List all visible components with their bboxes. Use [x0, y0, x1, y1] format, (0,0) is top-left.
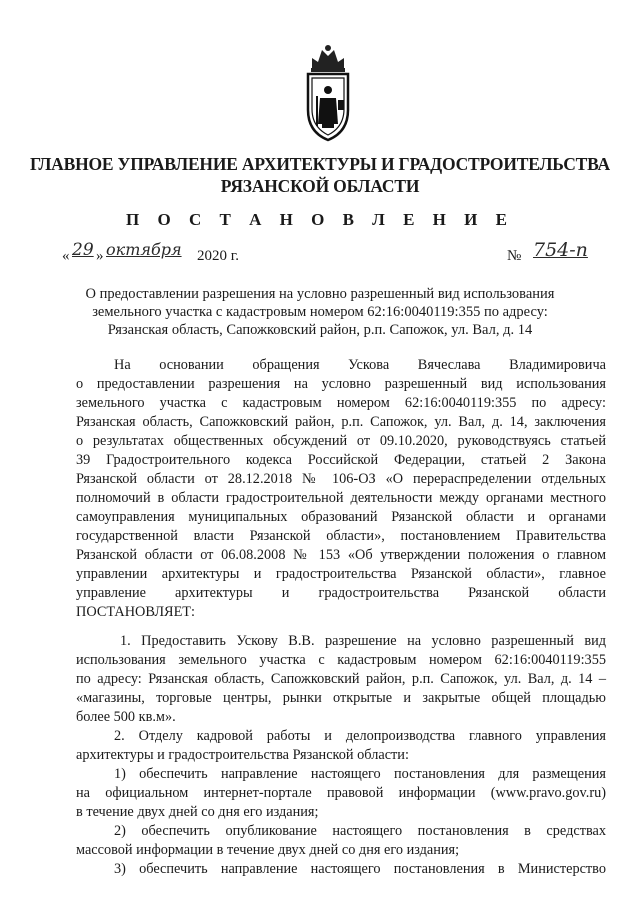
body-line: На основании обращения Ускова Вячеслава Владимировича: [114, 357, 606, 373]
body-line: о результатах общественных обсуждений от 09.10.2020, руководствуясь статьей: [76, 433, 606, 449]
body-line: массовой информации в течение двух дней со дня его издания;: [76, 842, 460, 858]
body-line: 2) обеспечить опубликование настоящего постановления в средствах: [114, 823, 606, 839]
body-line: полномочий в области градостроительной деятельности между органами местного: [76, 490, 606, 506]
subject-line: О предоставлении разрешения на условно разрешенный вид использования: [85, 286, 555, 302]
body-line: самоуправления муниципальных образований Рязанской области и органами: [76, 509, 606, 525]
body-line: Рязанская область, Сапожковский район, р.п. Сапожок, ул. Вал, д. 14, заключения: [76, 414, 606, 430]
body-line: 1. Предоставить Ускову В.В. разрешение на условно разрешенный вид: [120, 633, 606, 649]
body-line: земельного участка с кадастровым номером 62:16:0040119:355 по адресу:: [76, 395, 606, 411]
body-line: государственной власти Рязанской области», постановлением Правительства: [76, 528, 606, 544]
date-open-quote: «: [62, 248, 70, 264]
subject-line: земельного участка с кадастровым номером 62:16:0040119:355 по адресу:: [92, 304, 548, 320]
body-line: о предоставлении разрешения на условно разрешенный вид использования: [76, 376, 606, 392]
coat-of-arms-icon: [296, 40, 360, 144]
body-line: в течение двух дней со дня его издания;: [76, 804, 319, 820]
document-subject: [60, 285, 580, 339]
body-line: архитектуры и градостроительства Рязанской области:: [76, 747, 409, 763]
date-month: октября: [106, 240, 182, 259]
org-title-line1: ГЛАВНОЕ УПРАВЛЕНИЕ АРХИТЕКТУРЫ И ГРАДОСТРОИТЕЛЬСТВА: [30, 154, 610, 174]
body-line: более 500 кв.м».: [76, 709, 176, 725]
body-line: 39 Градостроительного кодекса Российской Федерации, статьей 2 Закона: [76, 452, 606, 468]
number-value: 754-п: [533, 239, 588, 261]
body-line: использования земельного участка с кадастровым номером 62:16:0040119:355: [76, 652, 606, 668]
body-line: «магазины, торговые центры, рынки открытые и закрытые общей площадью: [76, 690, 606, 706]
date-day: 29: [72, 240, 94, 260]
body-line: Рязанской области от 06.08.2008 № 153 «Об утверждении положения о главном: [76, 547, 606, 563]
date-year: 2020 г.: [197, 248, 239, 264]
body-line: 1) обеспечить направление настоящего постановления для размещения: [114, 766, 606, 782]
body-line: управление архитектуры и градостроительства Рязанской области: [76, 585, 606, 601]
body-line: на официальном интернет-портале правовой информации (www.pravo.gov.ru): [76, 785, 606, 801]
body-line: 3) обеспечить направление настоящего постановления в Министерство: [114, 861, 606, 877]
body-line: Рязанской области от 28.12.2018 № 106-ОЗ «О перераспределении отдельных: [76, 471, 606, 487]
number-label: №: [507, 248, 522, 264]
date-close-quote: »: [96, 248, 104, 264]
subject-line: Рязанская область, Сапожковский район, р.п. Сапожок, ул. Вал, д. 14: [107, 322, 533, 338]
body-line: по адресу: Рязанская область, Сапожковский район, р.п. Сапожок, ул. Вал, д. 14 –: [76, 671, 606, 687]
body-line: управлении архитектуры и градостроительства Рязанской области», главное: [76, 566, 606, 582]
body-line: 2. Отделу кадровой работы и делопроизводства главного управления: [114, 728, 606, 744]
document-type-heading: П О С Т А Н О В Л Е Н И Е: [126, 210, 514, 229]
body-line: ПОСТАНОВЛЯЕТ:: [76, 604, 196, 620]
org-title-line2: РЯЗАНСКОЙ ОБЛАСТИ: [220, 176, 420, 196]
